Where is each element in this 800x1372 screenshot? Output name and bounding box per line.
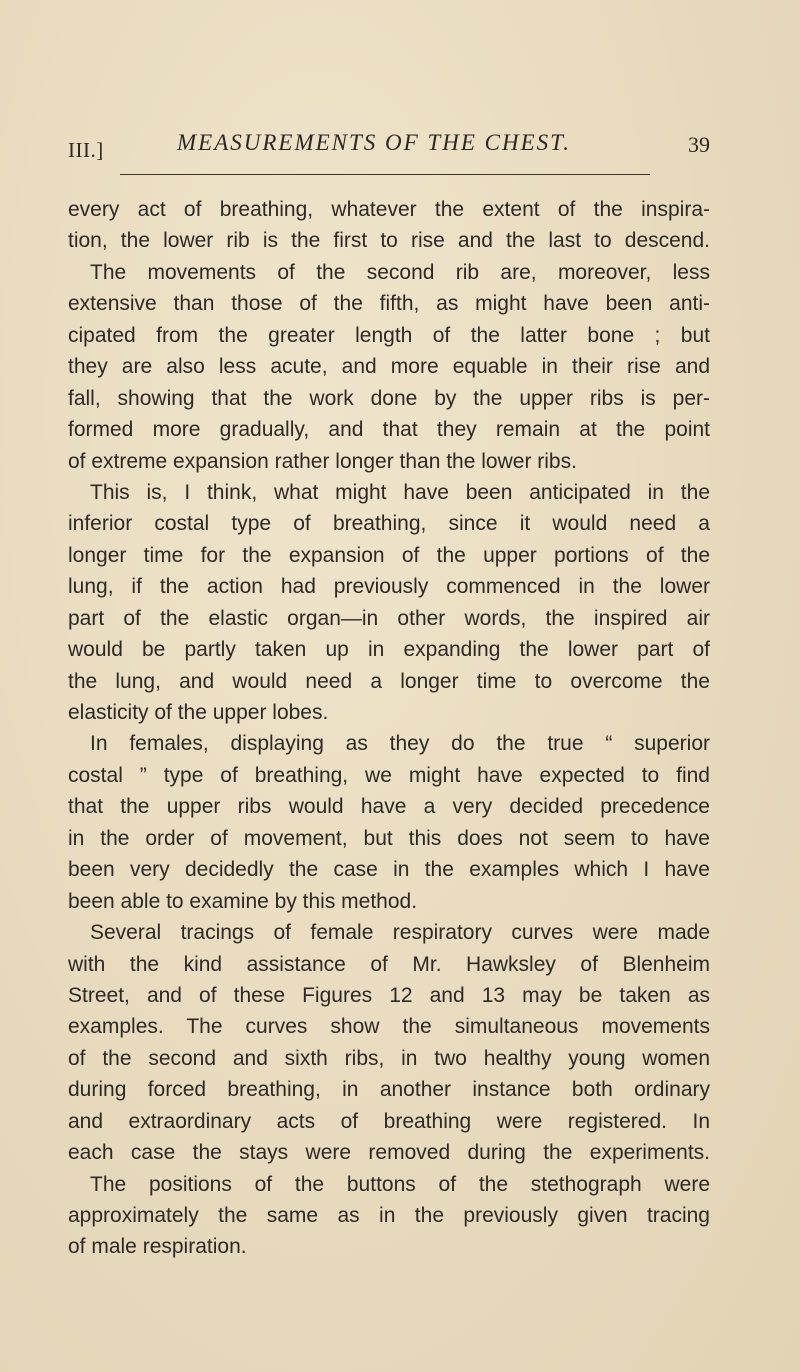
text-line: inferior costal type of breathing, since it would need a: [68, 512, 710, 536]
text-line: Several tracings of female respiratory curves were made: [90, 921, 710, 945]
text-line: and extraordinary acts of breathing were registered. In: [68, 1109, 710, 1133]
text-line: during forced breathing, in another instance both ordinary: [68, 1078, 710, 1102]
text-line: part of the elastic organ—in other words, the inspired air: [68, 606, 710, 630]
text-line: fall, showing that the work done by the upper ribs is per-: [68, 386, 710, 410]
text-line: of extreme expansion rather longer than the lower ribs.: [68, 449, 577, 473]
text-line: been very decidedly the case in the examples which I have: [68, 858, 710, 882]
page-number: 39: [688, 132, 710, 157]
running-title: MEASUREMENTS OF THE CHEST.: [177, 130, 572, 155]
text-line: they are also less acute, and more equable in their rise and: [68, 355, 710, 379]
text-line: the lung, and would need a longer time to overcome the: [68, 669, 710, 693]
text-line: tion, the lower rib is the first to rise and the last to descend.: [68, 229, 710, 253]
text-line: in the order of movement, but this does not seem to have: [68, 826, 710, 850]
text-line: longer time for the expansion of the upper portions of the: [68, 543, 710, 567]
text-line: that the upper ribs would have a very decided precedence: [68, 795, 710, 819]
page-header: [68, 128, 710, 162]
text-line: with the kind assistance of Mr. Hawksley of Blenheim: [68, 952, 710, 976]
text-line: extensive than those of the fifth, as might have been anti-: [68, 292, 710, 316]
header-rule: [120, 174, 650, 175]
text-line: would be partly taken up in expanding the lower part of: [68, 638, 710, 662]
text-line: been able to examine by this method.: [68, 889, 418, 913]
text-line: The positions of the buttons of the stethograph were: [90, 1172, 710, 1196]
text-line: This is, I think, what might have been anticipated in the: [90, 480, 710, 504]
text-line: cipated from the greater length of the latter bone ; but: [68, 323, 710, 347]
text-line: approximately the same as in the previously given tracing: [68, 1204, 710, 1227]
chapter-mark: III.]: [68, 138, 104, 162]
text-line: every act of breathing, whatever the extent of the inspira-: [68, 198, 710, 221]
text-line: lung, if the action had previously commenced in the lower: [68, 575, 710, 599]
text-line: In females, displaying as they do the true “ superior: [90, 732, 710, 756]
text-line: examples. The curves show the simultaneous movements: [68, 1015, 710, 1039]
text-line: costal ” type of breathing, we might have expected to find: [68, 763, 710, 787]
text-line: elasticity of the upper lobes.: [68, 701, 329, 724]
text-line: of the second and sixth ribs, in two healthy young women: [68, 1046, 710, 1070]
body-text: [68, 194, 710, 1263]
text-line: of male respiration.: [68, 1235, 247, 1259]
text-line: Street, and of these Figures 12 and 13 may be taken as: [68, 983, 710, 1007]
text-line: The movements of the second rib are, moreover, less: [90, 260, 710, 284]
text-line: formed more gradually, and that they remain at the point: [68, 418, 710, 442]
text-line: each case the stays were removed during the experiments.: [68, 1141, 710, 1165]
